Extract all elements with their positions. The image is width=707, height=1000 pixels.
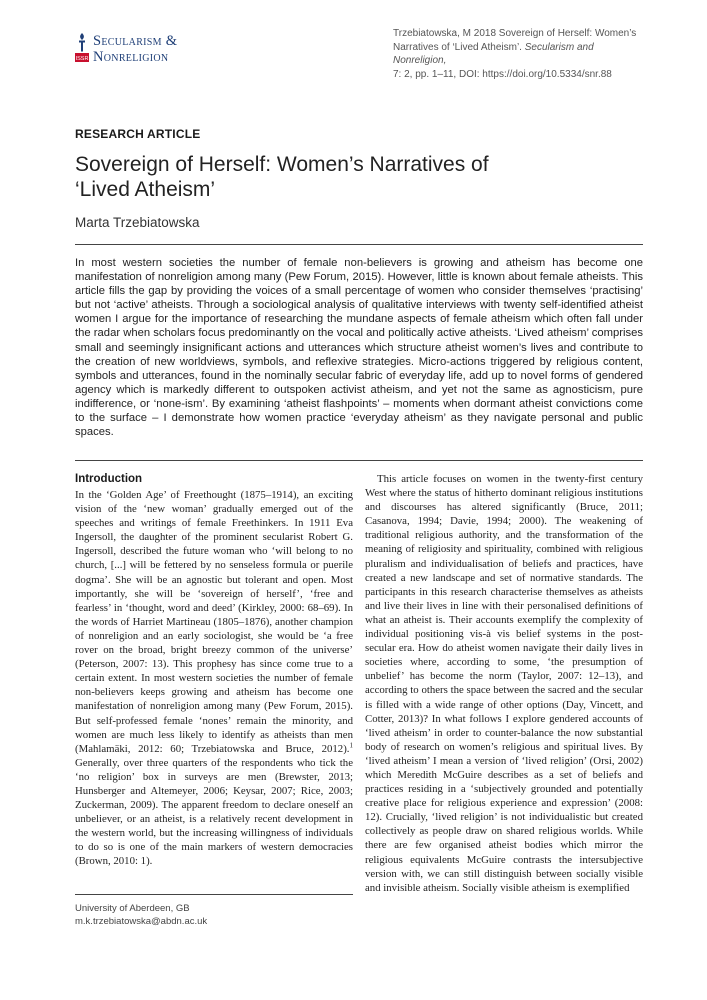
right-column [365,472,643,895]
citation-line2-prefix: Narratives of ‘Lived Atheism’. [393,41,525,53]
intro-paragraph-1-text-b: Generally, over three quarters of the respondents who tick the ‘no religion’ box in surveys are men (Brewster, 2013; Hunsberger and Altemeyer, 2006; Keysar, 2007; Rice, 2003; Zuckerman, 2009). The apparent freedom to declare oneself an unbeliever, or an atheist, is a relatively recent development in the western world, but the increasing willingness of individuals to do so is one of the main markers of western democracies (Brown, 2010: 1). [75,756,353,868]
abstract-top-rule [75,244,643,245]
affiliation-rule [75,894,353,895]
article-type-label: RESEARCH ARTICLE [75,127,201,141]
citation-line3: 7: 2, pp. 1–11, DOI: https://doi.org/10.5334/snr.88 [393,68,612,80]
affiliation-block [75,902,207,928]
article-title-line2: ‘Lived Atheism’ [75,178,216,201]
affiliation-email[interactable]: m.k.trzebiatowska@abdn.ac.uk [75,916,208,927]
section-heading-introduction: Introduction [75,473,143,485]
journal-logo [75,32,225,68]
footnote-marker[interactable]: 1 [349,741,353,750]
author-name: Marta Trzebiatowska [75,215,200,230]
abstract-text: In most western societies the number of female non-believers is growing and atheism has become one manifestation of nonreligion among many (Pew Forum, 2015). However, little is known about female atheists. This article fills the gap by providing the voices of a small percentage of women who consider themselves ‘practising’ but not ‘active’ atheists. Through a sociological analysis of qualitative interviews with twenty self-identified atheist women I argue for the importance of researching the mundane aspects of female atheism which often fall under the radar when scholars focus predominantly on the vocal and politically active atheists. ‘Lived atheism’ comprises small and seemingly insignificant actions and utterances which structure atheist women’s lives and contribute to the creation of new worldviews, symbols, and reflexive strategies. Micro-actions triggered by religious content, symbols and utterances, found in the nominally secular fabric of everyday life, add up to novel forms of gendered agency which is markedly different to outspoken activist atheism, and yet not the same as agnosticism, pure indifference, or ‘none-ism’. By examining ‘atheist flashpoints’ – moments when dormant atheist convictions come to the surface – I demonstrate how women practice ‘everyday atheism’ as they navigate personal and public spaces. [75,257,643,439]
intro-paragraph-2: This article focuses on women in the twenty-first century West where the status of hitherto dominant religious institutions and discourses has altered significantly (Bruce, 2011; Casanova, 1994; Davie, 1994; 2000). The weakening of traditional religious authority, and the transformation of the meaning of religiosity and spirituality, combined with religious pluralism and individualisation of beliefs and practices, have created a new landscape and set of normative standards. The participants in this research characterise themselves as atheists and live their lives in line with their personalised definitions of what an atheist is. Their accounts exemplify the complexity of individual positioning vis-à vis belief systems in the post-secular era. How do atheist women navigate their daily lives in societies where, according to some, ‘the presumption of unbelief’ has become the norm (Taylor, 2007: 12–13), and according to others the space between the sacred and the secular is filled with a wide range of other options (Day, Vincett, and Cotter, 2013)? In what follows I explore gendered accounts of ‘lived atheism’ in order to counter-balance the now substantial body of research on women’s religious and spiritual lives. By ‘lived atheism’ I mean a version of ‘lived religion’ (Orsi, 2002) which Meredith McGuire describes as a set of beliefs and practices residing in a ‘subjectively grounded and potentially creative place for religious experience and expression’ (2008: 12). Crucially, ‘lived religion’ is not individualistic but created collectively as people draw on shared religious worlds. While there are few organised atheist bodies which mirror the religious equivalents McGuire contrasts the intersubjective version with, we can still distinguish between socially visible and invisible atheism. Socially visible atheism is exemplified [365,473,643,894]
affiliation-institution: University of Aberdeen, GB [75,903,190,914]
article-title-line1: Sovereign of Herself: Women’s Narratives of [75,153,489,176]
logo-mark-text: ISSR [75,56,89,62]
citation-line2 [393,41,643,68]
citation-line1: Trzebiatowska, M 2018 Sovereign of Herself: Women’s [393,28,637,39]
citation-journal-name: Secularism and Nonreligion, [393,41,594,66]
article-title [75,152,595,202]
torch-logo-icon [75,32,89,62]
journal-name-line1: Secularism & [93,33,178,49]
abstract-bottom-rule [75,460,643,461]
citation-block [393,27,643,81]
intro-paragraph-1-text-a: In the ‘Golden Age’ of Freethought (1875–1914), an exciting vision of the ‘new woman’ gradually emerged out of the speeches and writings of female Freethinkers. In 1911 Eva Ingersoll, the daughter of the prominent secularist Robert G. Ingersoll, described the future woman who ‘will belong to no church, [...] will be fettered by no senseless formula or puerile dogma’. She will be an agnostic but tolerant and open. Most importantly, she will be ‘sovereign of herself’, ‘free and fearless’ in ‘thought, word and deed’ (Kirkley, 2000: 68–69). In the words of Harriet Martineau (1805–1876), another champion of nonreligion and an early sociologist, she would be ‘a free rover on the broad, bright breezy common of the universe’ (Peterson, 2007: 13). This prophesy has since come true to a certain extent. In most western societies the number of female non-believers keeps growing and atheism has become one manifestation of nonreligion among many (Pew Forum, 2015). But self-professed female ‘nones’ remain the minority, and women are much less likely to identify as atheists than men (Mahlamäki, 2012: 60; Trzebiatowska and Bruce, 2012). [75,489,353,755]
intro-paragraph-1 [75,488,353,869]
left-column [75,472,353,869]
journal-name-line2: Nonreligion [93,49,169,65]
